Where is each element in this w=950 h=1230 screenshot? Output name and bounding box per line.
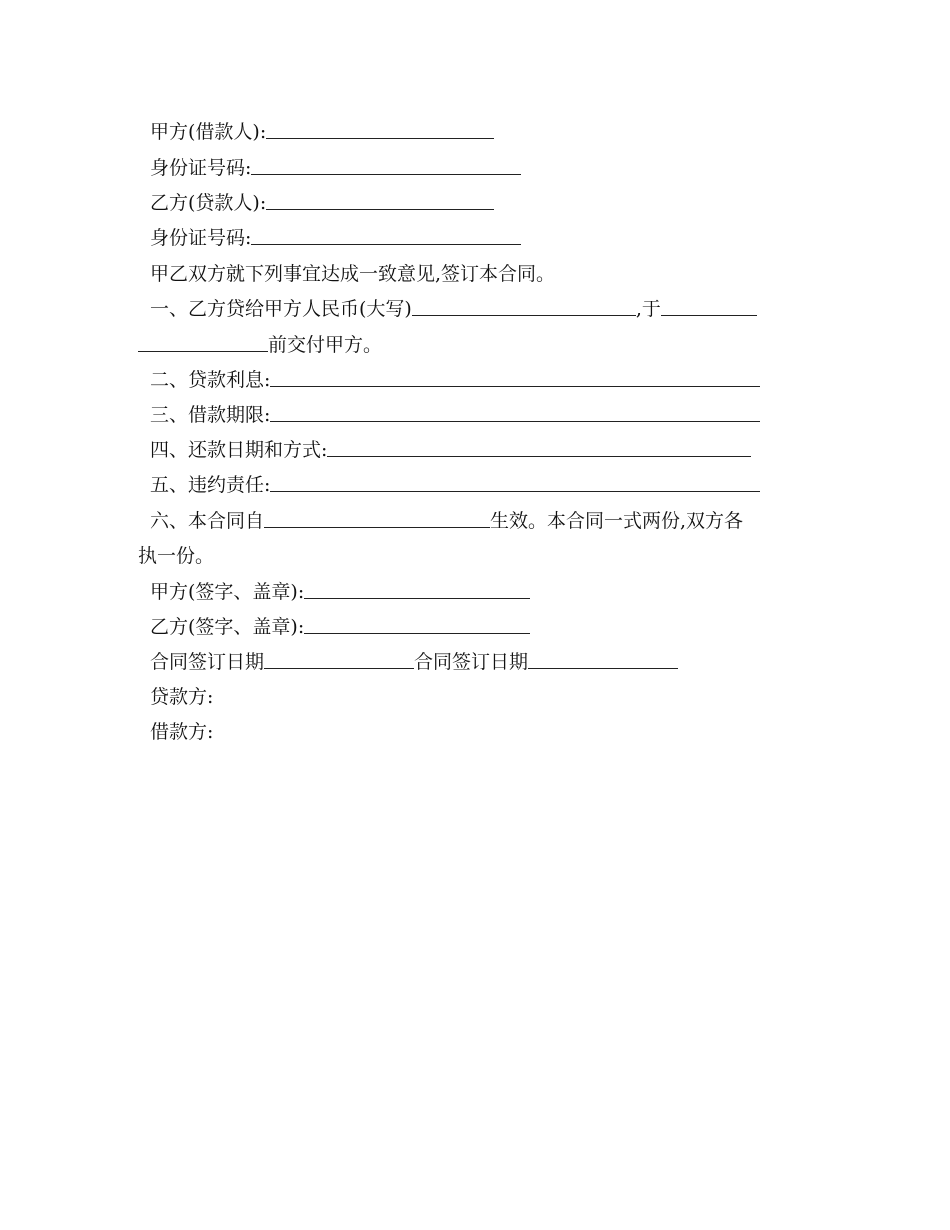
borrower-line <box>150 119 494 145</box>
repayment-blank[interactable] <box>327 438 751 457</box>
loan-amount-blank[interactable] <box>412 297 636 316</box>
lender-id-label: 身份证号码: <box>150 227 252 249</box>
borrower-sign-label: 借款方: <box>150 721 214 743</box>
loan-term-blank[interactable] <box>270 403 760 422</box>
party-a-sign-blank[interactable] <box>304 580 530 599</box>
sign-date-label-1: 合同签订日期 <box>150 651 265 673</box>
sign-date-line <box>150 649 678 675</box>
clause1-line <box>150 296 757 322</box>
clause1-cont-line <box>138 332 382 358</box>
party-b-sign-label: 乙方(签字、盖章): <box>150 616 305 638</box>
sign-date-label-2: 合同签订日期 <box>414 651 529 673</box>
lender-id-line <box>150 225 521 251</box>
lender-id-blank[interactable] <box>251 226 521 245</box>
lender-line <box>150 190 494 216</box>
sign-date-blank-2[interactable] <box>528 650 678 669</box>
clause6-text-c: 执一份。 <box>138 545 215 567</box>
effective-date-blank[interactable] <box>264 509 490 528</box>
borrower-blank[interactable] <box>266 120 494 139</box>
lender-sign-line <box>150 684 213 710</box>
borrower-id-line <box>150 155 521 181</box>
intro-text: 甲乙双方就下列事宜达成一致意见,签订本合同。 <box>150 263 556 285</box>
party-a-sign-label: 甲方(签字、盖章): <box>150 581 305 603</box>
sign-date-blank-1[interactable] <box>264 650 414 669</box>
clause3-line <box>150 402 760 428</box>
lender-label: 乙方(贷款人): <box>150 192 267 214</box>
lender-sign-label: 贷款方: <box>150 686 214 708</box>
clause4-line <box>150 437 751 463</box>
delivery-date-blank-2[interactable] <box>138 333 268 352</box>
interest-blank[interactable] <box>270 368 760 387</box>
delivery-date-blank-1[interactable] <box>661 297 757 316</box>
party-b-sign-blank[interactable] <box>304 615 530 634</box>
clause1-text-a: 一、乙方贷给甲方人民币(大写) <box>150 298 412 320</box>
intro-line <box>150 261 555 287</box>
clause2-line <box>150 367 760 393</box>
liability-blank[interactable] <box>270 473 760 492</box>
clause3-label: 三、借款期限: <box>150 404 271 426</box>
party-b-sign-line <box>150 614 530 640</box>
clause6-line <box>150 508 743 534</box>
borrower-label: 甲方(借款人): <box>150 121 267 143</box>
clause6-text-b: 生效。本合同一式两份,双方各 <box>490 510 744 532</box>
clause1-text-c: 前交付甲方。 <box>268 334 383 356</box>
clause1-text-b: ,于 <box>635 298 661 320</box>
clause5-label: 五、违约责任: <box>150 474 271 496</box>
clause4-label: 四、还款日期和方式: <box>150 439 328 461</box>
party-a-sign-line <box>150 579 530 605</box>
clause2-label: 二、贷款利息: <box>150 369 271 391</box>
lender-blank[interactable] <box>266 191 494 210</box>
borrower-sign-line <box>150 719 213 745</box>
clause5-line <box>150 472 760 498</box>
clause6-cont-line <box>138 543 214 569</box>
clause6-text-a: 六、本合同自 <box>150 510 265 532</box>
borrower-id-blank[interactable] <box>251 156 521 175</box>
borrower-id-label: 身份证号码: <box>150 157 252 179</box>
